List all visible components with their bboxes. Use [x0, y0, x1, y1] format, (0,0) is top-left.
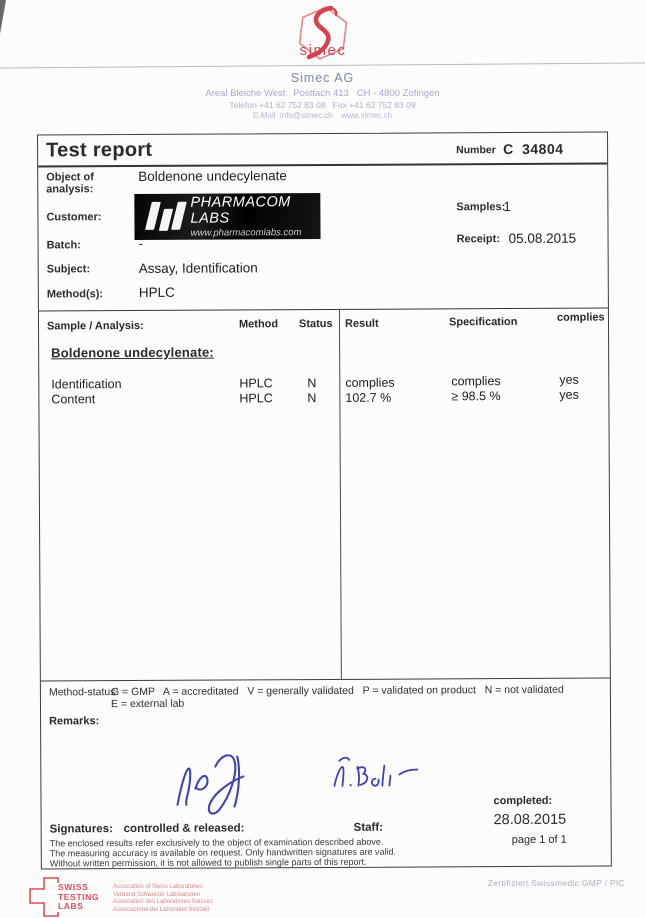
labs-word-line: SWISS — [58, 882, 89, 892]
col-header-complies: complies — [556, 311, 605, 324]
customer-label: Customer: — [46, 211, 102, 224]
remarks-label: Remarks: — [49, 715, 100, 728]
table-vertical-divider — [339, 309, 342, 679]
col-header-specification: Specification — [448, 315, 518, 329]
association-lines — [113, 884, 213, 914]
signatures-label: Signatures: — [49, 823, 113, 836]
row-status: N — [307, 376, 317, 391]
info-divider — [39, 308, 608, 312]
disclaimer-line-1: The enclosed results refer exclusively to the object of examination described above. — [49, 836, 384, 849]
scan-corner-artifact — [0, 0, 6, 34]
row-result: 102.7 % — [345, 390, 392, 405]
association-line: Associazione dei Laboratori Svizzeri — [113, 906, 210, 913]
pharmacom-logo-text — [190, 194, 320, 239]
row-complies: yes — [559, 387, 579, 402]
association-line: Verband Schweizer Laboratorien — [113, 891, 201, 898]
batch-value: - — [138, 235, 144, 251]
company-email-web: E-Mail info@simec.ch www.simec.ch — [252, 111, 393, 120]
report-number-prefix: C — [503, 141, 514, 158]
receipt-value: 05.08.2015 — [508, 230, 577, 247]
methods-value: HPLC — [138, 284, 175, 300]
pharmacom-labs-logo — [134, 193, 320, 240]
staff-label: Staff: — [353, 821, 384, 834]
row-specification: complies — [451, 374, 501, 389]
col-header-result: Result — [344, 317, 379, 330]
method-status-label: Method-status: — [48, 686, 119, 699]
methods-label: Method(s): — [46, 288, 104, 301]
page-info: page 1 of 1 — [511, 833, 567, 847]
row-method: HPLC — [239, 376, 273, 391]
row-analysis: Content — [51, 392, 96, 407]
col-header-status: Status — [298, 317, 333, 331]
report-number-label: Number — [456, 144, 496, 157]
row-specification: ≥ 98.5 % — [451, 389, 501, 404]
analyte-group-title: Boldenone undecylenate: — [51, 344, 214, 361]
association-line: Association of Swiss Laboratories — [113, 884, 203, 890]
completed-label: completed: — [493, 794, 553, 808]
controlled-released-signature — [169, 742, 281, 819]
row-status: N — [307, 391, 317, 406]
subject-value: Assay, Identification — [138, 260, 258, 276]
method-status-legend-1: G = GMP A = accreditated V = generally validated P = validated on product N = not validated — [110, 683, 564, 699]
receipt-label: Receipt: — [456, 233, 500, 246]
samples-value: 1 — [503, 199, 511, 215]
controlled-released-label: controlled & released: — [123, 822, 245, 836]
col-header-method: Method — [238, 318, 279, 331]
labs-word-line: LABS — [58, 901, 84, 911]
batch-label: Batch: — [46, 239, 81, 252]
table-bottom-divider — [41, 678, 610, 682]
row-analysis: Identification — [51, 377, 122, 392]
row-result: complies — [345, 375, 395, 390]
labs-word-line: TESTING — [58, 891, 100, 902]
title-divider — [38, 163, 607, 168]
report-title: Test report — [46, 138, 153, 162]
pharmacom-url: www.pharmacomlabs.com — [190, 227, 302, 239]
pharmacom-bars-icon — [146, 201, 182, 233]
col-header-sample: Sample / Analysis: — [46, 319, 144, 333]
association-line: Association des Laboratoires Suisses — [113, 899, 213, 905]
row-method: HPLC — [239, 391, 273, 406]
simec-logo-word: simec — [299, 42, 347, 59]
test-report-frame — [37, 132, 612, 870]
header-divider — [0, 62, 645, 68]
subject-label: Subject: — [46, 263, 91, 276]
method-status-legend-2: E = external lab — [110, 697, 185, 711]
samples-label: Samples: — [456, 201, 506, 214]
staff-signature — [323, 753, 433, 806]
certification-note: Zertifiziert Swissmedic GMP / PIC — [487, 878, 625, 888]
report-number-value: 34804 — [522, 140, 564, 157]
company-address: Areal Bleiche West Postfach 413 CH - 4800 Zofingen — [205, 88, 440, 99]
row-complies: yes — [559, 372, 579, 387]
disclaimer-line-2: The measuring accuracy is available on request. Only handwritten signatures are valid. — [49, 846, 396, 859]
completed-date: 28.08.2015 — [493, 811, 567, 829]
pharmacom-name: PHARMACOM LABS — [190, 194, 291, 227]
company-phone-fax: Telefon +41 62 752 83 08 Fax +41 62 752 83 09 — [229, 100, 416, 110]
swiss-testing-labs-wordmark — [57, 883, 100, 912]
object-of-analysis-value: Boldenone undecylenate — [138, 168, 287, 184]
company-name: Simec AG — [290, 71, 355, 85]
disclaimer-line-3: Without written permission, it is not allowed to publish single parts of this report. — [49, 856, 367, 869]
object-of-analysis-label: Object of analysis: — [46, 171, 94, 196]
